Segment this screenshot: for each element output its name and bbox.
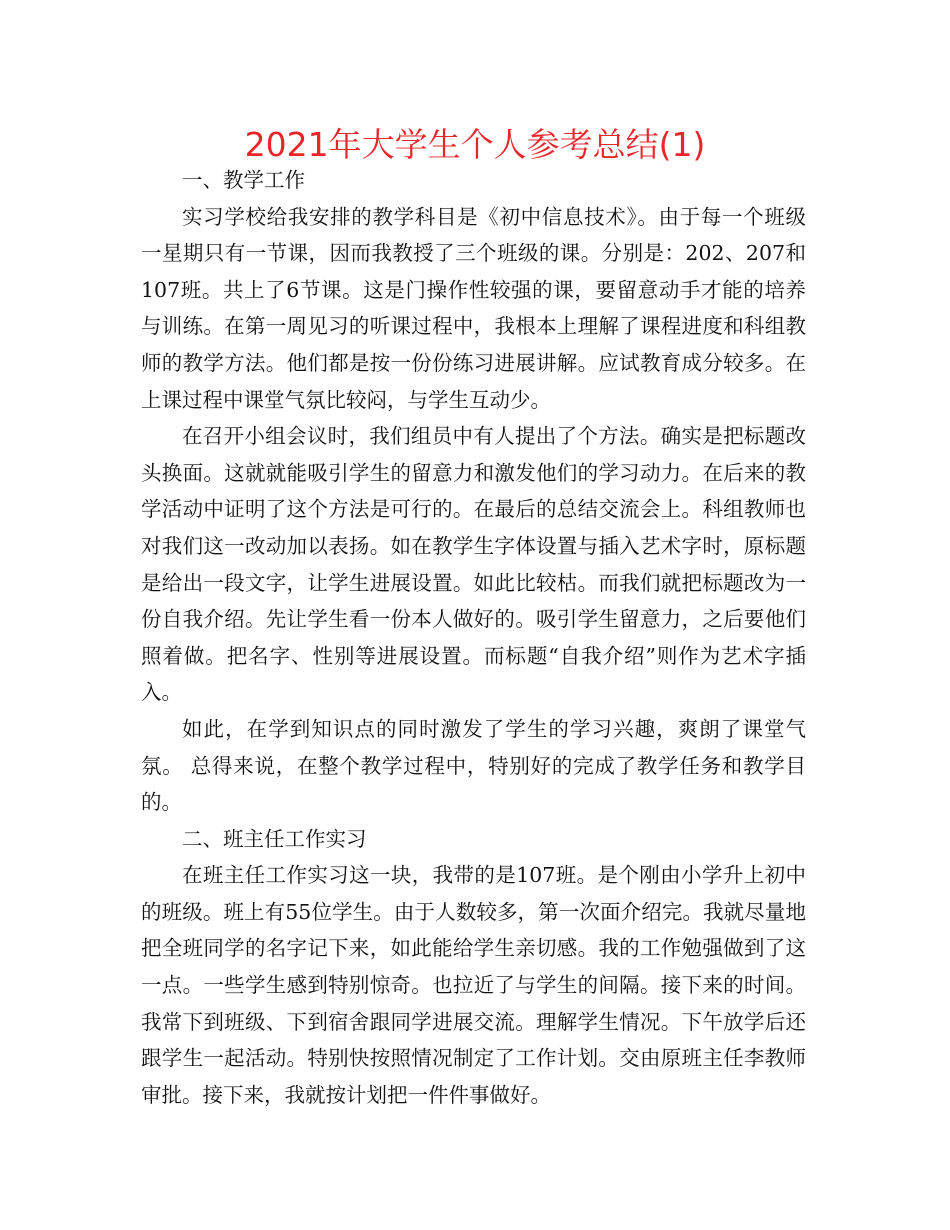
document-body bbox=[141, 162, 806, 1113]
paragraph: 在召开小组会议时，我们组员中有人提出了个方法。确实是把标题改头换面。这就就能吸引学生的留意力和激发他们的学习动力。在后来的教学活动中证明了这个方法是可行的。在最后的总结交流会上。科组教师也对我们这一改动加以表扬。如在教学生字体设置与插入艺术字时，原标题是给出一段文字，让学生进展设置。如此比较枯。而我们就把标题改为一份自我介绍。先让学生看一份本人做好的。吸引学生留意力，之后要他们照着做。把名字、性别等进展设置。而标题“自我介绍”则作为艺术字插入。 bbox=[141, 424, 806, 705]
paragraph: 实习学校给我安排的教学科目是《初中信息技术》。由于每一个班级一星期只有一节课，因而我教授了三个班级的课。分别是：202、207和107班。共上了6节课。这是门操作性较强的课，要留意动手才能的培养与训练。在第一周见习的听课过程中，我根本上理解了课程进度和科组教师的教学方法。他们都是按一份份练习进展讲解。应试教育成分较多。在上课过程中课堂气氛比较闷，与学生互动少。 bbox=[141, 204, 806, 412]
section-heading-class-teacher: 二、班主任工作实习 bbox=[182, 826, 367, 851]
paragraph: 在班主任工作实习这一块，我带的是107班。是个刚由小学升上初中的班级。班上有55位学生。由于人数较多，第一次面介绍完。我就尽量地把全班同学的名字记下来，如此能给学生亲切感。我的工作勉强做到了这一点。一些学生感到特别惊奇。也拉近了与学生的间隔。接下来的时间。我常下到班级、下到宿舍跟同学进展交流。理解学生情况。下午放学后还跟学生一起活动。特别快按照情况制定了工作计划。交由原班主任李教师审批。接下来，我就按计划把一件件事做好。 bbox=[141, 863, 806, 1107]
section-heading-teaching: 一、教学工作 bbox=[182, 168, 305, 192]
paragraph: 如此，在学到知识点的同时激发了学生的学习兴趣，爽朗了课堂气氛。 总得来说，在整个教学过程中，特别好的完成了教学任务和教学目的。 bbox=[141, 716, 806, 815]
document-title: 2021年大学生个人参考总结(1) bbox=[244, 125, 706, 164]
